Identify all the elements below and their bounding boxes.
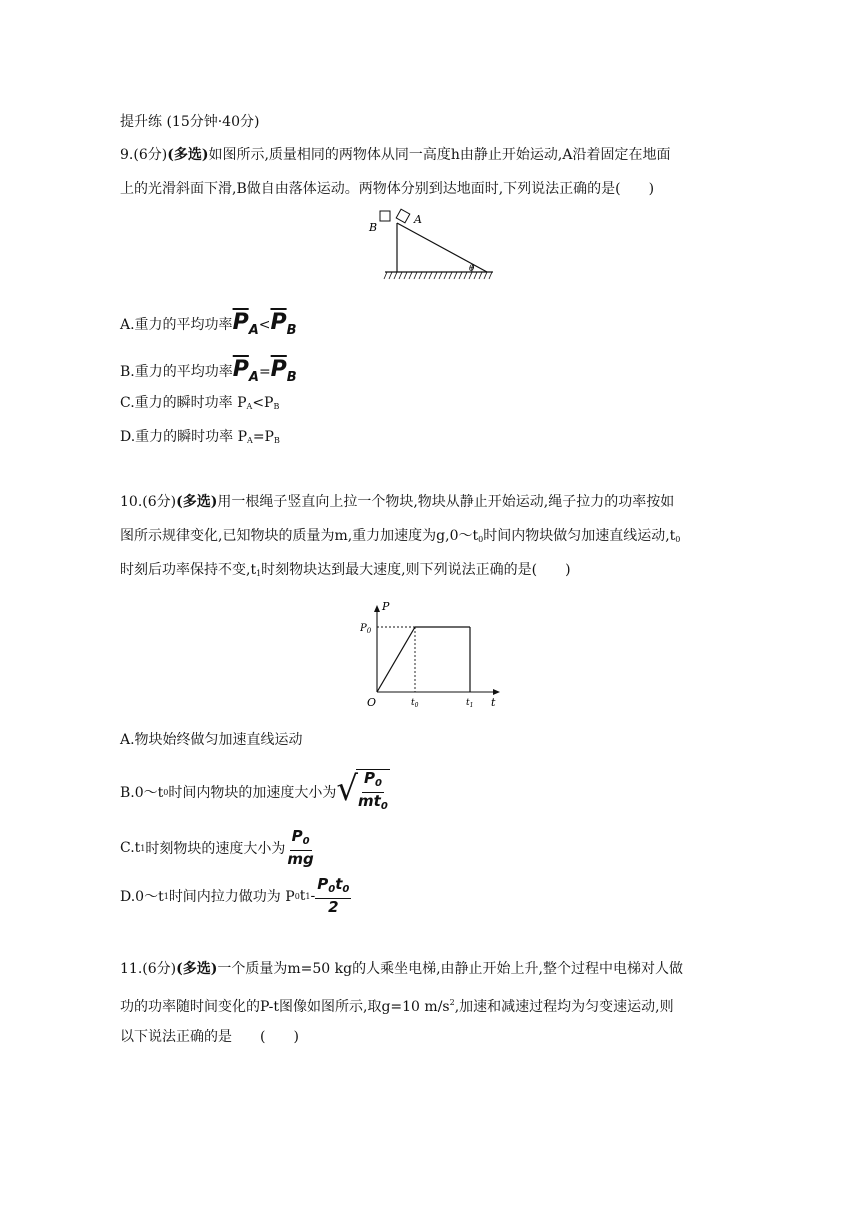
- option-10a: A.物块始终做匀加速直线运动: [120, 732, 303, 748]
- option-9c: C.重力的瞬时功率 $P_A<P_B$: [120, 395, 280, 411]
- option-9d: D.重力的瞬时功率 $P_A=P_B$: [120, 429, 280, 445]
- section-heading: 提升练 (15分钟·40分): [120, 114, 260, 130]
- block-b-label: B: [369, 221, 378, 234]
- origin-label: O: [367, 696, 377, 709]
- option-10d: D.0～t 1 时间内拉力做功为 P 0 t 1 - $\frac{P_0t_0}{2}$: [120, 875, 350, 916]
- block-a-label: A: [414, 213, 422, 226]
- y-axis-arrow: [374, 605, 380, 612]
- fraction: $\frac{P_0}{mt_0}$: [356, 769, 390, 815]
- sqrt-expression: √ $\frac{P_0}{mt_0}$: [336, 769, 389, 815]
- t0-label: $t_0$: [411, 698, 419, 709]
- question-10-line3: 时刻后功率保持不变$,t_1$时刻物块达到最大速度,则下列说法正确的是( ): [120, 562, 571, 578]
- question-stem: 用一根绳子竖直向上拉一个物块,物块从静止开始运动,绳子拉力的功率按如: [217, 494, 675, 510]
- multi-select-tag: (多选): [176, 494, 218, 510]
- option-10b: B.0～t 0 时间内物块的加速度大小为 √ $\frac{P_0}{mt_0}$: [120, 768, 390, 816]
- block-b: [380, 211, 390, 221]
- option-9b: B.重力的平均功率$\overline{P}A=\overline{P}B$: [120, 357, 297, 385]
- series-rise: [377, 627, 415, 692]
- angle-label: θ: [469, 264, 475, 274]
- question-number: 11.: [120, 961, 143, 977]
- y-axis-label: P: [382, 600, 390, 613]
- question-11-line3: 以下说法正确的是 ( ): [120, 1029, 299, 1045]
- fraction: $\frac{P_0t_0}{2}$: [317, 875, 350, 916]
- option-10c: C.t 1 时刻物块的速度大小为 $\frac{P_0}{mg}$: [120, 827, 314, 868]
- multi-select-tag: (多选): [167, 147, 209, 163]
- question-stem: 一个质量为m=50 kg的人乘坐电梯,由静止开始上升,整个过程中电梯对人做: [217, 961, 683, 977]
- incline-figure: [365, 205, 500, 285]
- question-9-line1: [120, 145, 670, 165]
- t1-label: $t_1$: [466, 698, 474, 709]
- x-axis-arrow: [493, 689, 500, 695]
- multi-select-tag: (多选): [176, 961, 218, 977]
- x-axis-label: t: [491, 696, 496, 709]
- fraction: $\frac{P_0}{mg}$: [287, 827, 314, 868]
- question-score: (6分): [142, 961, 177, 977]
- question-11-line2: 功的功率随时间变化的P-t图像如图所示,取g=10 $m/s^2$,加速和减速过程均为匀变速运动,则: [120, 998, 674, 1015]
- p0-label: $P_0$: [360, 623, 372, 635]
- question-10-line2: 图所示规律变化,已知物块的质量为m,重力加速度为$g,0\sim t_0$时间内物块做匀加速直线运动$,t_0$: [120, 528, 681, 544]
- option-9a: A.重力的平均功率$\overline{P}A<\overline{P}B$: [120, 310, 297, 338]
- question-9-line2: 上的光滑斜面下滑,B做自由落体运动。两物体分别到达地面时,下列说法正确的是( ): [120, 181, 655, 197]
- question-10-line1: [120, 492, 674, 512]
- question-score: (6分): [133, 147, 168, 163]
- question-11-line1: [120, 959, 683, 979]
- question-number: 9.: [120, 147, 134, 163]
- question-score: (6分): [142, 494, 177, 510]
- question-stem: 如图所示,质量相同的两物体从同一高度h由静止开始运动,A沿着固定在地面: [208, 147, 671, 163]
- power-time-graph: [360, 598, 510, 710]
- question-number: 10.: [120, 494, 143, 510]
- block-a: [396, 209, 410, 223]
